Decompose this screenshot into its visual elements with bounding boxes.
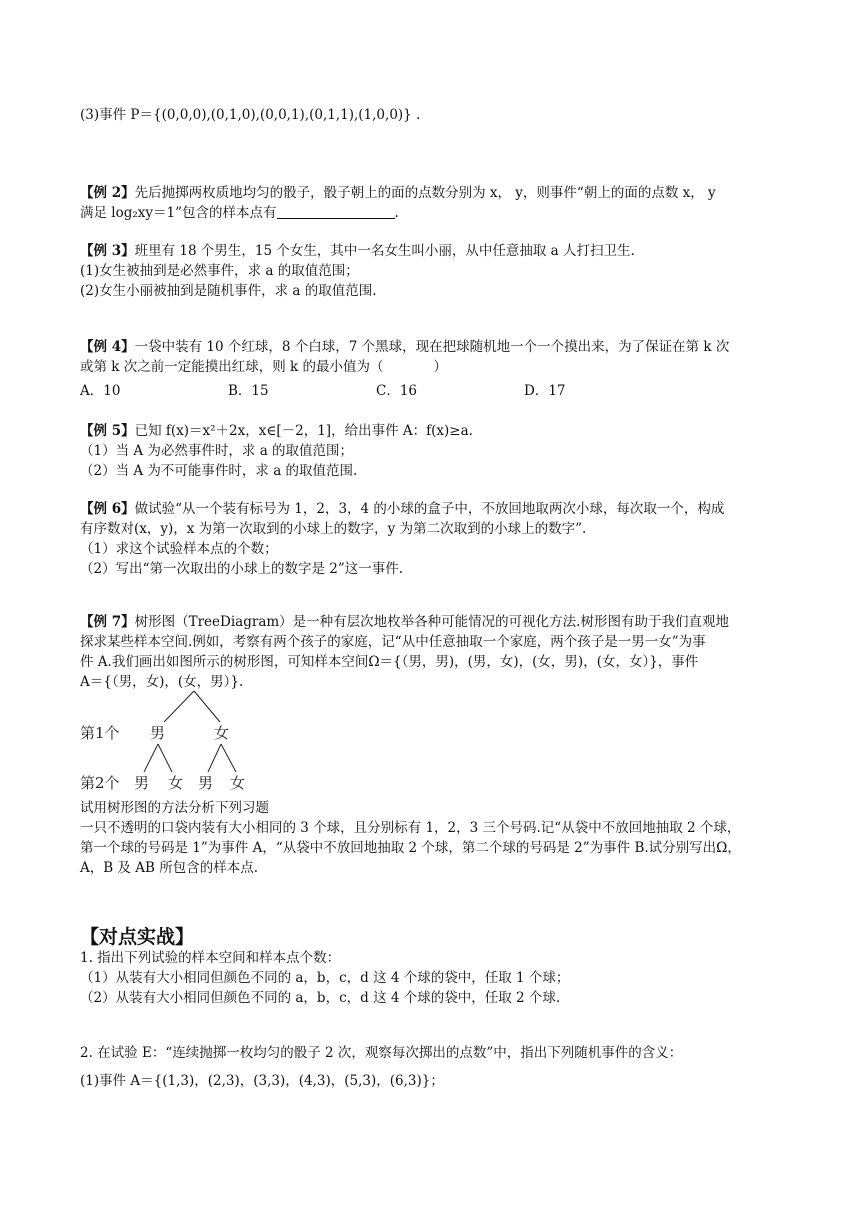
question-1: 1. 指出下列试验的样本空间和样本点个数： — [80, 950, 341, 966]
example-text: 树形图（TreeDiagram）是一种有层次地枚举各种可能情况的可视化方法.树形图有助于我们直观地 — [134, 614, 729, 630]
example-4-options — [80, 382, 780, 400]
section-title: 【对点实战】 — [80, 926, 195, 948]
example-text: 先后抛掷两枚质地均匀的骰子，骰子朝上的面的点数分别为 x， y，则事件“朝上的面的点数 x， y — [134, 185, 716, 201]
event-p-line: (3)事件 P＝{(0,0,0),(0,1,0),(0,0,1),(0,1,1),(1,0,0)} . — [80, 107, 421, 123]
example-4 — [80, 338, 780, 356]
example-7-line-3: 件 A.我们画出如图所示的树形图，可知样本空间Ω＝{（男，男)，(男，女)，(女，男)，(女，女）}，事件 — [80, 654, 699, 670]
example-label: 【例 5】 — [80, 423, 135, 439]
example-text: 或第 k 次之前一定能摸出红球，则 k 的最小值为（ — [80, 359, 384, 375]
tree-row-label: 第2个 — [80, 774, 120, 792]
example-text: 做试验“从一个装有标号为 1，2，3，4 的小球的盒子中，不放回地取两次小球，每次取一个，构成 — [134, 501, 725, 517]
example-label: 【例 3】 — [80, 243, 135, 259]
question-1-part-2: （2）从装有大小相同但颜色不同的 a，b，c，d 这 4 个球的袋中，任取 2 个球. — [80, 990, 561, 1006]
example-6-part-1: （1）求这个试验样本点的个数； — [80, 541, 278, 557]
example-label: 【例 4】 — [80, 339, 135, 355]
example-3-part-2: (2)女生小丽被抽到是随机事件，求 a 的取值范围. — [80, 283, 377, 299]
example-7-line-8: A，B 及 AB 所包含的样本点. — [80, 860, 259, 876]
answer-blank — [277, 205, 395, 219]
tree-diagram — [78, 688, 278, 800]
option-c: C．16 — [376, 383, 418, 399]
question-2: 2. 在试验 E：“连续抛掷一枚均匀的骰子 2 次，观察每次掷出的点数”中，指出下列随机事件的含义： — [80, 1045, 683, 1061]
example-3-part-1: (1)女生被抽到是必然事件，求 a 的取值范围； — [80, 263, 359, 279]
example-4-line-2 — [80, 358, 780, 376]
tree-branch — [221, 744, 236, 772]
example-3 — [80, 242, 780, 260]
example-text: ） — [433, 359, 448, 375]
example-label: 【例 2】 — [80, 185, 135, 201]
tree-node: 女 — [230, 774, 246, 792]
example-text: . — [394, 205, 399, 221]
example-7 — [80, 613, 780, 631]
example-5 — [80, 422, 780, 440]
example-text: 已知 f(x)＝x²＋2x，x∈[－2，1]，给出事件 A：f(x)≥a. — [134, 423, 473, 439]
option-a: A．10 — [80, 383, 121, 399]
example-5-part-1: （1）当 A 为必然事件时，求 a 的取值范围； — [80, 443, 354, 459]
question-1-part-1: （1）从装有大小相同但颜色不同的 a，b，c，d 这 4 个球的袋中，任取 1 个球； — [80, 970, 570, 986]
example-2-line-2 — [80, 204, 780, 222]
example-text: 一袋中装有 10 个红球，8 个白球，7 个黑球，现在把球随机地一个一个摸出来，为了保证在第 k 次 — [134, 339, 730, 355]
example-7-line-4: A＝{（男，女)，(女，男）}. — [80, 674, 244, 690]
example-6-line-2: 有序数对(x，y)，x 为第一次取到的小球上的数字，y 为第二次取到的小球上的数字”. — [80, 521, 587, 537]
example-6-part-2: （2）写出“第一次取出的小球上的数字是 2”这一事件. — [80, 561, 404, 577]
example-2 — [80, 184, 780, 202]
example-5-part-2: （2）当 A 为不可能事件时，求 a 的取值范围. — [80, 463, 358, 479]
example-text: 满足 log₂xy＝1”包含的样本点有 — [80, 205, 277, 221]
option-d: D．17 — [524, 383, 566, 399]
tree-branch — [164, 691, 194, 722]
example-label: 【例 7】 — [80, 614, 135, 630]
tree-row-label: 第1个 — [80, 724, 120, 742]
tree-branch — [158, 744, 172, 772]
tree-node: 男 — [198, 774, 214, 792]
example-7-line-2: 探求某些样本空间.例如，考察有两个孩子的家庭，记“从中任意抽取一个家庭，两个孩子是一男一女”为事 — [80, 634, 706, 650]
tree-node: 女 — [214, 724, 230, 742]
tree-node: 男 — [134, 774, 150, 792]
question-2-part-1: (1)事件 A＝{(1,3)，(2,3)，(3,3)，(4,3)，(5,3)，(6,3)}； — [80, 1073, 444, 1089]
tree-branch — [144, 744, 158, 772]
tree-branch — [208, 744, 221, 772]
tree-node: 女 — [168, 774, 184, 792]
example-text: 班里有 18 个男生，15 个女生，其中一名女生叫小丽，从中任意抽取 a 人打扫卫生. — [134, 243, 635, 259]
example-7-line-7: 第一个球的号码是 1”为事件 A，“从袋中不放回地抽取 2 个球，第二个球的号码是 2”为事件 B.试分别写出Ω， — [80, 840, 741, 856]
example-6 — [80, 500, 780, 518]
option-b: B．15 — [228, 383, 269, 399]
tree-node: 男 — [150, 724, 166, 742]
example-7-line-6: 一只不透明的口袋内装有大小相同的 3 个球，且分别标有 1，2，3 三个号码.记“从袋中不放回地抽取 2 个球， — [80, 820, 741, 836]
tree-branch — [194, 691, 220, 722]
example-label: 【例 6】 — [80, 501, 135, 517]
example-7-line-5: 试用树形图的方法分析下列习题 — [80, 800, 269, 816]
